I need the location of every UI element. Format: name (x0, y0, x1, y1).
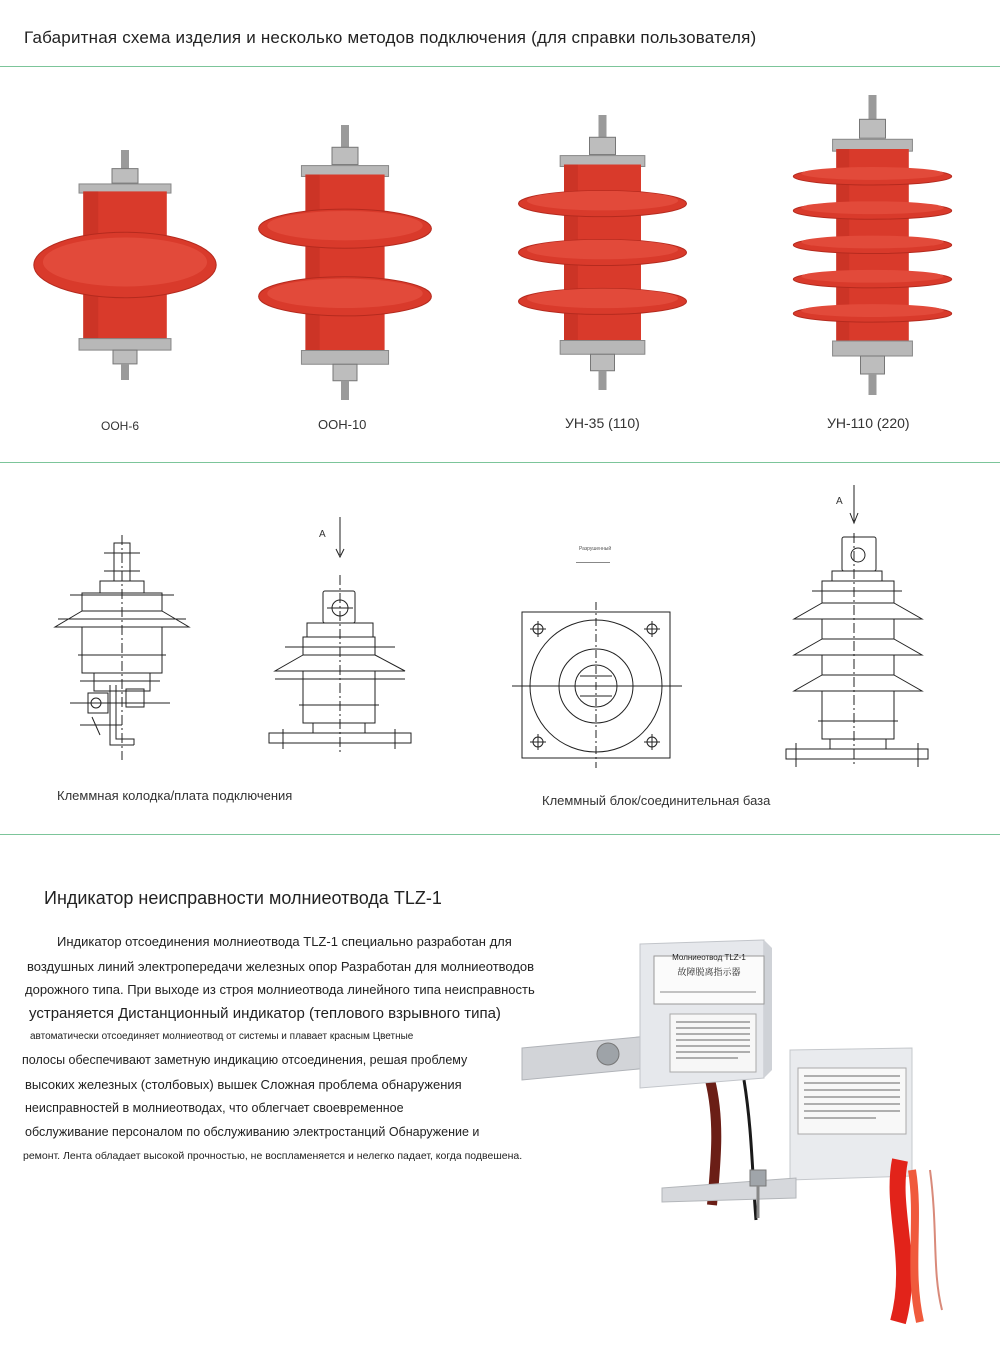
drawing-multi-shed (782, 485, 932, 770)
indicator-text-line-4: устраняется Дистанционный индикатор (теплового взрывного типа) (29, 1005, 501, 1022)
tiny-label-underline (576, 562, 610, 563)
indicator-title: Индикатор неисправности молниеотвода TLZ-1 (44, 888, 442, 908)
device-label: Молниеотвод TLZ-1 (672, 953, 746, 962)
indicator-text-line-3: дорожного типа. При выходе из строя молниеотвода линейного типа неисправность (25, 982, 535, 997)
caption-terminal-base: Клеммный блок/соединительная база (542, 793, 771, 808)
drawing-single-shed (265, 515, 415, 760)
tiny-drawing-label: Разрушенный (579, 546, 612, 552)
indicator-text-line-9: обслуживание персоналом по обслуживанию электростанций Обнаружение и (25, 1125, 480, 1139)
drawing-base-plan (512, 598, 682, 770)
product-label-1: ООН-6 (101, 419, 140, 433)
indicator-text-line-2: воздушных линий электропередачи железных опор Разработан для молниеотводов (27, 959, 535, 974)
arrow-label-a-1: A (319, 529, 326, 540)
divider-bottom (0, 834, 1000, 835)
indicator-text-line-5: автоматически отсоединяет молниеотвод от системы и плавает красным Цветные (30, 1031, 414, 1042)
drawing-bracket-mount (50, 535, 195, 765)
indicator-text-line-10: ремонт. Лента обладает высокой прочностью, не воспламеняется и нелегко падает, когда подвешена. (23, 1150, 523, 1162)
indicator-text-line-8: неисправностей в молниеотводах, что облегчает своевременное (25, 1101, 404, 1115)
product-label-3: УН-35 (110) (565, 415, 640, 431)
caption-terminal-plate: Клеммная колодка/плата подключения (57, 788, 293, 803)
indicator-text-line-1: Индикатор отсоединения молниеотвода TLZ-1 специально разработан для (57, 934, 512, 949)
divider-middle (0, 462, 1000, 463)
divider-top (0, 66, 1000, 67)
arrester-photo-2 (255, 125, 435, 400)
page-title: Габаритная схема изделия и несколько методов подключения (для справки пользователя) (24, 28, 757, 47)
arrester-photo-4 (790, 95, 955, 395)
indicator-device-photo (520, 930, 950, 1325)
device-label-cn: 故障脱离指示器 (677, 967, 741, 977)
arrester-photo-3 (515, 115, 690, 390)
product-label-4: УН-110 (220) (827, 415, 910, 431)
arrow-label-a-2: A (836, 496, 843, 507)
product-label-2: ООН-10 (318, 417, 367, 432)
indicator-text-line-6: полосы обеспечивают заметную индикацию отсоединения, решая проблему (22, 1053, 468, 1067)
indicator-text-line-7: высоких железных (столбовых) вышек Сложная проблема обнаружения (25, 1077, 462, 1092)
arrester-photo-1 (30, 150, 220, 380)
